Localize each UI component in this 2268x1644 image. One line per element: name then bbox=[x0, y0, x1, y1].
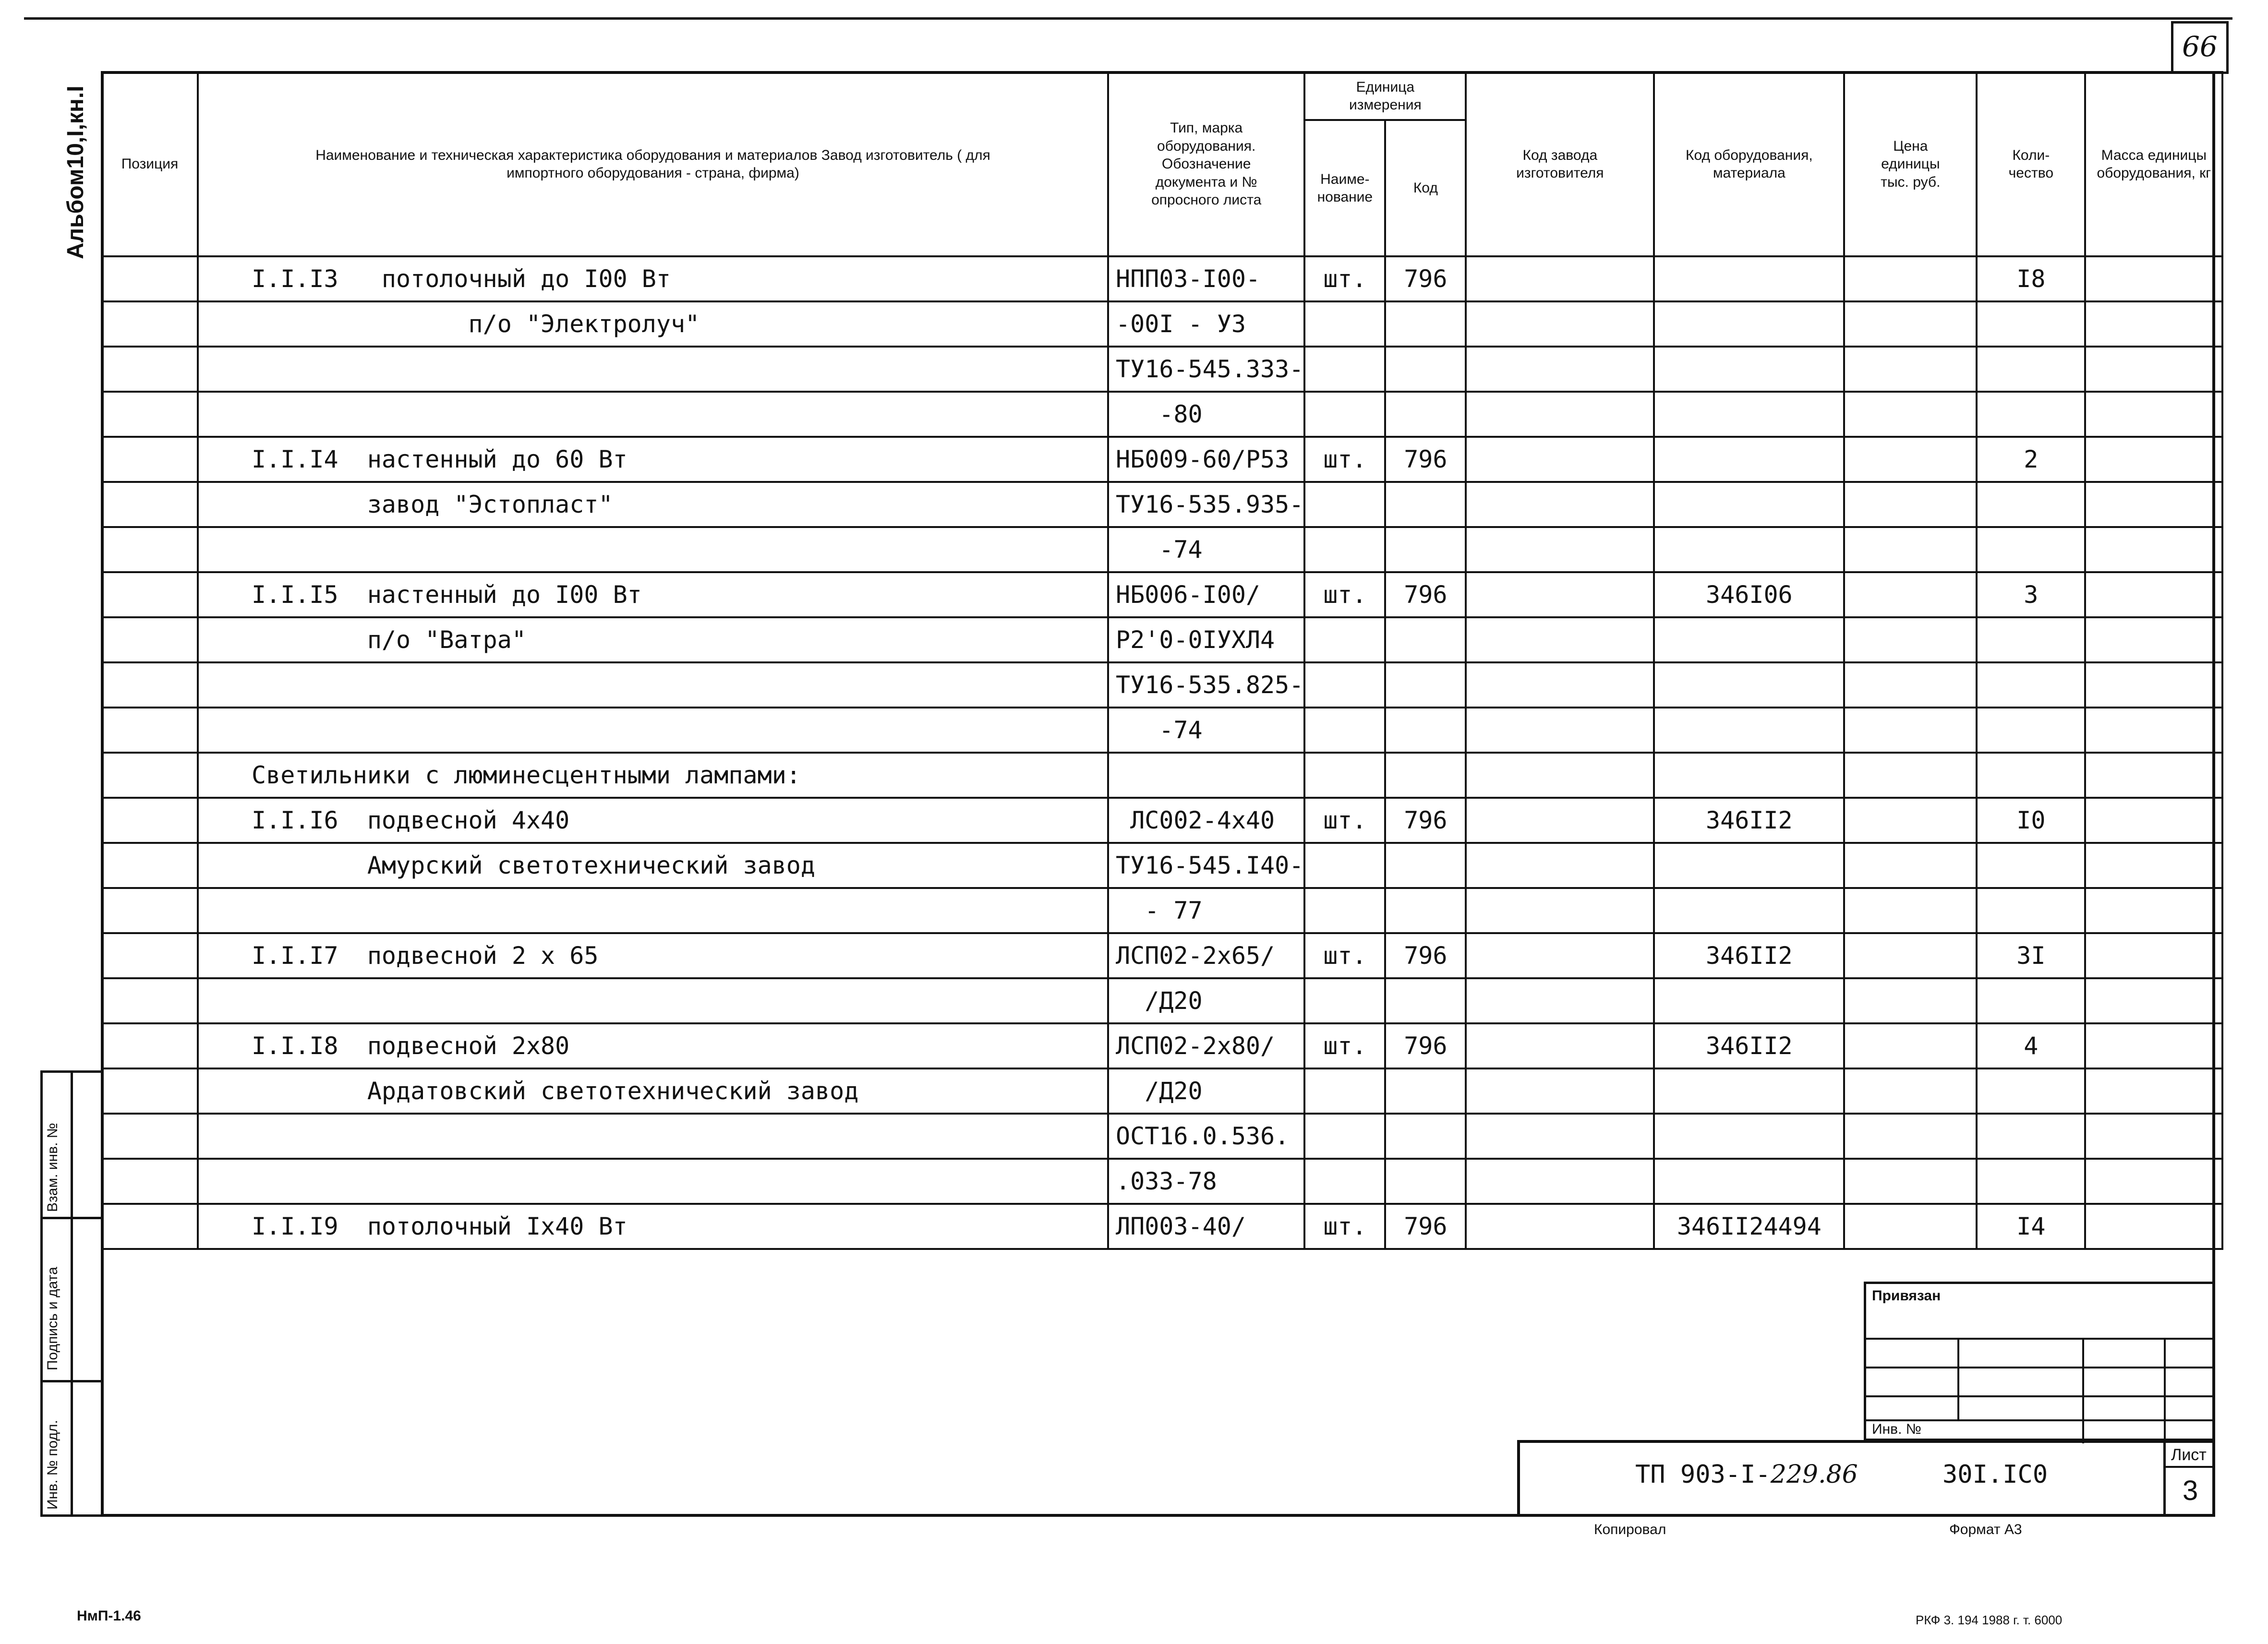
cell-unit bbox=[1304, 1114, 1385, 1159]
cell-mass bbox=[2085, 301, 2222, 347]
cell-equip-code bbox=[1654, 753, 1844, 798]
cell-type: ЛС002-4х40 bbox=[1108, 798, 1304, 843]
specification-table bbox=[101, 71, 2223, 1250]
cell-unit: шт. bbox=[1304, 933, 1385, 978]
cell-price bbox=[1844, 1114, 1977, 1159]
cell-unit bbox=[1304, 482, 1385, 527]
cell-price bbox=[1844, 888, 1977, 933]
table-row bbox=[102, 572, 2222, 617]
cell-equip-code bbox=[1654, 1114, 1844, 1159]
cell-name bbox=[198, 347, 1108, 392]
cell-equip-code bbox=[1654, 256, 1844, 301]
cell-unit: шт. bbox=[1304, 572, 1385, 617]
cell-factory-code bbox=[1466, 617, 1654, 662]
cell-type: -00I - У3 bbox=[1108, 301, 1304, 347]
cell-unit-code bbox=[1385, 527, 1466, 572]
cell-type: -74 bbox=[1108, 708, 1304, 753]
stamp-podpis-data: Подпись и дата bbox=[45, 1267, 60, 1370]
table-row bbox=[102, 1114, 2222, 1159]
cell-unit-code bbox=[1385, 843, 1466, 888]
cell-name bbox=[198, 1114, 1108, 1159]
cell-qty bbox=[1977, 978, 2085, 1023]
cell-unit-code: 796 bbox=[1385, 437, 1466, 482]
cell-factory-code bbox=[1466, 256, 1654, 301]
cell-mass bbox=[2085, 708, 2222, 753]
cell-factory-code bbox=[1466, 392, 1654, 437]
cell-unit-code bbox=[1385, 392, 1466, 437]
cell-name: I.I.I7 подвесной 2 х 65 bbox=[198, 933, 1108, 978]
title-block bbox=[1517, 1440, 2215, 1517]
cell-qty bbox=[1977, 527, 2085, 572]
cell-unit-code bbox=[1385, 662, 1466, 708]
header-qty: Коли-чество bbox=[1977, 72, 2085, 256]
cell-unit: шт. bbox=[1304, 256, 1385, 301]
cell-position bbox=[102, 617, 198, 662]
cell-equip-code bbox=[1654, 617, 1844, 662]
cell-type: ТУ16-545.333- bbox=[1108, 347, 1304, 392]
table-row bbox=[102, 437, 2222, 482]
cell-factory-code bbox=[1466, 708, 1654, 753]
cell-qty bbox=[1977, 347, 2085, 392]
cell-equip-code bbox=[1654, 482, 1844, 527]
header-position: Позиция bbox=[102, 72, 198, 256]
cell-factory-code bbox=[1466, 482, 1654, 527]
cell-type: НПП03-I00- bbox=[1108, 256, 1304, 301]
cell-price bbox=[1844, 392, 1977, 437]
cell-price bbox=[1844, 256, 1977, 301]
table-row bbox=[102, 753, 2222, 798]
cell-type: -80 bbox=[1108, 392, 1304, 437]
cell-unit-code: 796 bbox=[1385, 1204, 1466, 1249]
cell-factory-code bbox=[1466, 572, 1654, 617]
table-row bbox=[102, 978, 2222, 1023]
cell-factory-code bbox=[1466, 1068, 1654, 1114]
cell-qty: I8 bbox=[1977, 256, 2085, 301]
cell-name: завод "Эстопласт" bbox=[198, 482, 1108, 527]
cell-unit bbox=[1304, 301, 1385, 347]
cell-position bbox=[102, 482, 198, 527]
cell-qty bbox=[1977, 392, 2085, 437]
cell-mass bbox=[2085, 933, 2222, 978]
sheet-label: Лист bbox=[2171, 1446, 2207, 1464]
cell-unit bbox=[1304, 753, 1385, 798]
table-row bbox=[102, 1159, 2222, 1204]
table-row bbox=[102, 1204, 2222, 1249]
cell-equip-code bbox=[1654, 662, 1844, 708]
table-row bbox=[102, 1068, 2222, 1114]
cell-factory-code bbox=[1466, 978, 1654, 1023]
cell-qty bbox=[1977, 301, 2085, 347]
cell-unit bbox=[1304, 843, 1385, 888]
cell-position bbox=[102, 753, 198, 798]
cell-type: НБ009-60/Р53 bbox=[1108, 437, 1304, 482]
cell-qty: 2 bbox=[1977, 437, 2085, 482]
cell-type bbox=[1108, 753, 1304, 798]
cell-unit-code: 796 bbox=[1385, 572, 1466, 617]
page-number: 66 bbox=[2182, 30, 2218, 63]
table-row bbox=[102, 798, 2222, 843]
cell-position bbox=[102, 301, 198, 347]
cell-name: Светильники с люминесцентными лампами: bbox=[198, 753, 1108, 798]
top-rule bbox=[24, 17, 2232, 20]
cell-type: НБ006-I00/ bbox=[1108, 572, 1304, 617]
cell-factory-code bbox=[1466, 662, 1654, 708]
cell-type: ОСТ16.0.536. bbox=[1108, 1114, 1304, 1159]
cell-mass bbox=[2085, 482, 2222, 527]
cell-qty: I0 bbox=[1977, 798, 2085, 843]
cell-unit-code bbox=[1385, 1068, 1466, 1114]
cell-unit-code bbox=[1385, 708, 1466, 753]
cell-unit-code bbox=[1385, 978, 1466, 1023]
cell-type: /Д20 bbox=[1108, 978, 1304, 1023]
cell-position bbox=[102, 1204, 198, 1249]
cell-factory-code bbox=[1466, 933, 1654, 978]
form-code-right: РКФ 3. 194 1988 г. т. 6000 bbox=[1916, 1613, 2063, 1627]
table-row bbox=[102, 1023, 2222, 1068]
cell-factory-code bbox=[1466, 1023, 1654, 1068]
cell-qty: I4 bbox=[1977, 1204, 2085, 1249]
cell-name bbox=[198, 978, 1108, 1023]
cell-unit: шт. bbox=[1304, 1204, 1385, 1249]
cell-factory-code bbox=[1466, 437, 1654, 482]
cell-qty: 4 bbox=[1977, 1023, 2085, 1068]
cell-mass bbox=[2085, 437, 2222, 482]
cell-position bbox=[102, 1159, 198, 1204]
cell-unit bbox=[1304, 617, 1385, 662]
cell-equip-code: 346II2 bbox=[1654, 933, 1844, 978]
cell-factory-code bbox=[1466, 753, 1654, 798]
cell-price bbox=[1844, 933, 1977, 978]
cell-price bbox=[1844, 1204, 1977, 1249]
cell-unit bbox=[1304, 1068, 1385, 1114]
cell-price bbox=[1844, 978, 1977, 1023]
cell-qty bbox=[1977, 708, 2085, 753]
cell-mass bbox=[2085, 617, 2222, 662]
binding-label: Привязан bbox=[1872, 1288, 1941, 1304]
cell-name: п/о "Электролуч" bbox=[198, 301, 1108, 347]
cell-qty bbox=[1977, 753, 2085, 798]
cell-unit-code bbox=[1385, 753, 1466, 798]
header-price: Цена единицы тыс. руб. bbox=[1844, 72, 1977, 256]
cell-position bbox=[102, 1114, 198, 1159]
header-factory-code: Код завода изготовителя bbox=[1466, 72, 1654, 256]
cell-position bbox=[102, 798, 198, 843]
side-stamps bbox=[40, 1070, 104, 1517]
cell-position bbox=[102, 1023, 198, 1068]
cell-position bbox=[102, 978, 198, 1023]
cell-unit-code bbox=[1385, 482, 1466, 527]
cell-price bbox=[1844, 1023, 1977, 1068]
cell-qty bbox=[1977, 1159, 2085, 1204]
cell-qty: 3I bbox=[1977, 933, 2085, 978]
stamp-vzam-inv: Взам. инв. № bbox=[45, 1123, 60, 1212]
cell-mass bbox=[2085, 392, 2222, 437]
cell-mass bbox=[2085, 256, 2222, 301]
cell-factory-code bbox=[1466, 843, 1654, 888]
table-row bbox=[102, 662, 2222, 708]
cell-price bbox=[1844, 798, 1977, 843]
cell-name bbox=[198, 527, 1108, 572]
sheet-number: 3 bbox=[2183, 1475, 2198, 1506]
cell-equip-code bbox=[1654, 843, 1844, 888]
header-unit-name: Наиме-нование bbox=[1304, 120, 1385, 256]
header-mass: Масса единицы оборудования, кг bbox=[2085, 72, 2222, 256]
page-number-box bbox=[2171, 21, 2229, 74]
cell-unit-code bbox=[1385, 888, 1466, 933]
table-row bbox=[102, 617, 2222, 662]
cell-unit: шт. bbox=[1304, 1023, 1385, 1068]
cell-name bbox=[198, 662, 1108, 708]
cell-unit-code bbox=[1385, 1159, 1466, 1204]
cell-position bbox=[102, 1068, 198, 1114]
cell-name: I.I.I6 подвесной 4х40 bbox=[198, 798, 1108, 843]
cell-name: I.I.I3 потолочный до I00 Вт bbox=[198, 256, 1108, 301]
cell-equip-code bbox=[1654, 301, 1844, 347]
document-code: 30I.IC0 bbox=[1942, 1460, 2048, 1489]
cell-qty bbox=[1977, 1114, 2085, 1159]
cell-mass bbox=[2085, 662, 2222, 708]
cell-name: I.I.I8 подвесной 2х80 bbox=[198, 1023, 1108, 1068]
cell-equip-code: 346I06 bbox=[1654, 572, 1844, 617]
cell-factory-code bbox=[1466, 527, 1654, 572]
cell-equip-code: 346II24494 bbox=[1654, 1204, 1844, 1249]
cell-equip-code: 346II2 bbox=[1654, 1023, 1844, 1068]
cell-qty bbox=[1977, 843, 2085, 888]
header-type: Тип, марка оборудования. Обозначение документа и № опросного листа bbox=[1108, 72, 1304, 256]
cell-equip-code bbox=[1654, 978, 1844, 1023]
format-label: Формат А3 bbox=[1949, 1522, 2022, 1537]
cell-position bbox=[102, 662, 198, 708]
cell-position bbox=[102, 843, 198, 888]
cell-name: п/о "Ватра" bbox=[198, 617, 1108, 662]
cell-equip-code bbox=[1654, 1159, 1844, 1204]
cell-type: ТУ16-545.I40- bbox=[1108, 843, 1304, 888]
cell-position bbox=[102, 888, 198, 933]
cell-name bbox=[198, 392, 1108, 437]
cell-factory-code bbox=[1466, 1204, 1654, 1249]
header-unit-code: Код bbox=[1385, 120, 1466, 256]
cell-position bbox=[102, 392, 198, 437]
header-name: Наименование и техническая характеристика оборудования и материалов Завод изготовитель ( для импортного оборудования - страна, фирма) bbox=[198, 72, 1108, 256]
cell-position bbox=[102, 527, 198, 572]
cell-type: .033-78 bbox=[1108, 1159, 1304, 1204]
cell-price bbox=[1844, 1068, 1977, 1114]
album-side-title: Альбом10,I,кн.I bbox=[63, 85, 88, 259]
table-row bbox=[102, 347, 2222, 392]
cell-qty bbox=[1977, 617, 2085, 662]
cell-mass bbox=[2085, 527, 2222, 572]
cell-position bbox=[102, 708, 198, 753]
specification-body bbox=[102, 256, 2222, 1249]
table-row bbox=[102, 843, 2222, 888]
cell-unit-code bbox=[1385, 1114, 1466, 1159]
cell-mass bbox=[2085, 1068, 2222, 1114]
cell-unit bbox=[1304, 978, 1385, 1023]
cell-factory-code bbox=[1466, 1159, 1654, 1204]
cell-name bbox=[198, 708, 1108, 753]
cell-unit bbox=[1304, 662, 1385, 708]
cell-unit-code: 796 bbox=[1385, 933, 1466, 978]
cell-equip-code bbox=[1654, 888, 1844, 933]
table-row bbox=[102, 888, 2222, 933]
cell-unit bbox=[1304, 527, 1385, 572]
cell-equip-code bbox=[1654, 347, 1844, 392]
cell-unit bbox=[1304, 392, 1385, 437]
cell-price bbox=[1844, 843, 1977, 888]
cell-position bbox=[102, 437, 198, 482]
table-row bbox=[102, 301, 2222, 347]
cell-qty bbox=[1977, 662, 2085, 708]
cell-unit bbox=[1304, 347, 1385, 392]
cell-qty bbox=[1977, 482, 2085, 527]
cell-name bbox=[198, 888, 1108, 933]
cell-type: /Д20 bbox=[1108, 1068, 1304, 1114]
document-number: ТП 903-I-229.86 bbox=[1635, 1460, 1858, 1489]
cell-price bbox=[1844, 527, 1977, 572]
cell-mass bbox=[2085, 572, 2222, 617]
cell-type: ТУ16-535.935- bbox=[1108, 482, 1304, 527]
cell-mass bbox=[2085, 1159, 2222, 1204]
cell-factory-code bbox=[1466, 1114, 1654, 1159]
cell-mass bbox=[2085, 843, 2222, 888]
cell-mass bbox=[2085, 1204, 2222, 1249]
copied-label: Копировал bbox=[1594, 1522, 1666, 1537]
cell-mass bbox=[2085, 347, 2222, 392]
cell-mass bbox=[2085, 753, 2222, 798]
cell-position bbox=[102, 347, 198, 392]
cell-price bbox=[1844, 482, 1977, 527]
cell-name: I.I.I9 потолочный Iх40 Вт bbox=[198, 1204, 1108, 1249]
cell-price bbox=[1844, 708, 1977, 753]
table-row bbox=[102, 256, 2222, 301]
cell-type: ЛП003-40/ bbox=[1108, 1204, 1304, 1249]
cell-price bbox=[1844, 617, 1977, 662]
cell-qty: 3 bbox=[1977, 572, 2085, 617]
stamp-inv-podl: Инв. № подл. bbox=[45, 1420, 60, 1510]
cell-price bbox=[1844, 437, 1977, 482]
cell-price bbox=[1844, 1159, 1977, 1204]
cell-mass bbox=[2085, 1114, 2222, 1159]
cell-unit-code bbox=[1385, 617, 1466, 662]
cell-qty bbox=[1977, 888, 2085, 933]
cell-price bbox=[1844, 662, 1977, 708]
cell-factory-code bbox=[1466, 301, 1654, 347]
cell-factory-code bbox=[1466, 798, 1654, 843]
cell-position bbox=[102, 933, 198, 978]
cell-equip-code bbox=[1654, 1068, 1844, 1114]
cell-position bbox=[102, 572, 198, 617]
cell-type: ЛСП02-2х80/ bbox=[1108, 1023, 1304, 1068]
cell-type: -74 bbox=[1108, 527, 1304, 572]
cell-name: Ардатовский светотехнический завод bbox=[198, 1068, 1108, 1114]
cell-name bbox=[198, 1159, 1108, 1204]
cell-type: ТУ16-535.825- bbox=[1108, 662, 1304, 708]
cell-unit-code bbox=[1385, 301, 1466, 347]
cell-type: - 77 bbox=[1108, 888, 1304, 933]
cell-position bbox=[102, 256, 198, 301]
cell-type: ЛСП02-2х65/ bbox=[1108, 933, 1304, 978]
cell-unit: шт. bbox=[1304, 437, 1385, 482]
cell-price bbox=[1844, 753, 1977, 798]
cell-name: I.I.I4 настенный до 60 Вт bbox=[198, 437, 1108, 482]
cell-price bbox=[1844, 347, 1977, 392]
cell-mass bbox=[2085, 978, 2222, 1023]
binding-block bbox=[1864, 1282, 2215, 1441]
binding-inv-label: Инв. № bbox=[1872, 1421, 1921, 1437]
cell-unit-code: 796 bbox=[1385, 256, 1466, 301]
cell-unit bbox=[1304, 888, 1385, 933]
cell-equip-code: 346II2 bbox=[1654, 798, 1844, 843]
cell-price bbox=[1844, 301, 1977, 347]
cell-factory-code bbox=[1466, 347, 1654, 392]
table-row bbox=[102, 708, 2222, 753]
table-row bbox=[102, 482, 2222, 527]
cell-equip-code bbox=[1654, 527, 1844, 572]
table-row bbox=[102, 527, 2222, 572]
header-equip-code: Код оборудования, материала bbox=[1654, 72, 1844, 256]
cell-factory-code bbox=[1466, 888, 1654, 933]
cell-unit-code bbox=[1385, 347, 1466, 392]
cell-unit-code: 796 bbox=[1385, 1023, 1466, 1068]
table-row bbox=[102, 392, 2222, 437]
form-code-left: НмП-1.46 bbox=[77, 1608, 141, 1624]
cell-unit: шт. bbox=[1304, 798, 1385, 843]
cell-type: Р2'0-0IУХЛ4 bbox=[1108, 617, 1304, 662]
cell-unit bbox=[1304, 708, 1385, 753]
cell-equip-code bbox=[1654, 392, 1844, 437]
cell-unit-code: 796 bbox=[1385, 798, 1466, 843]
cell-equip-code bbox=[1654, 437, 1844, 482]
cell-qty bbox=[1977, 1068, 2085, 1114]
table-row bbox=[102, 933, 2222, 978]
cell-mass bbox=[2085, 798, 2222, 843]
cell-name: Амурский светотехнический завод bbox=[198, 843, 1108, 888]
cell-unit bbox=[1304, 1159, 1385, 1204]
cell-price bbox=[1844, 572, 1977, 617]
cell-mass bbox=[2085, 888, 2222, 933]
cell-mass bbox=[2085, 1023, 2222, 1068]
cell-equip-code bbox=[1654, 708, 1844, 753]
cell-name: I.I.I5 настенный до I00 Вт bbox=[198, 572, 1108, 617]
header-unit-group: Единица измерения bbox=[1304, 72, 1466, 120]
